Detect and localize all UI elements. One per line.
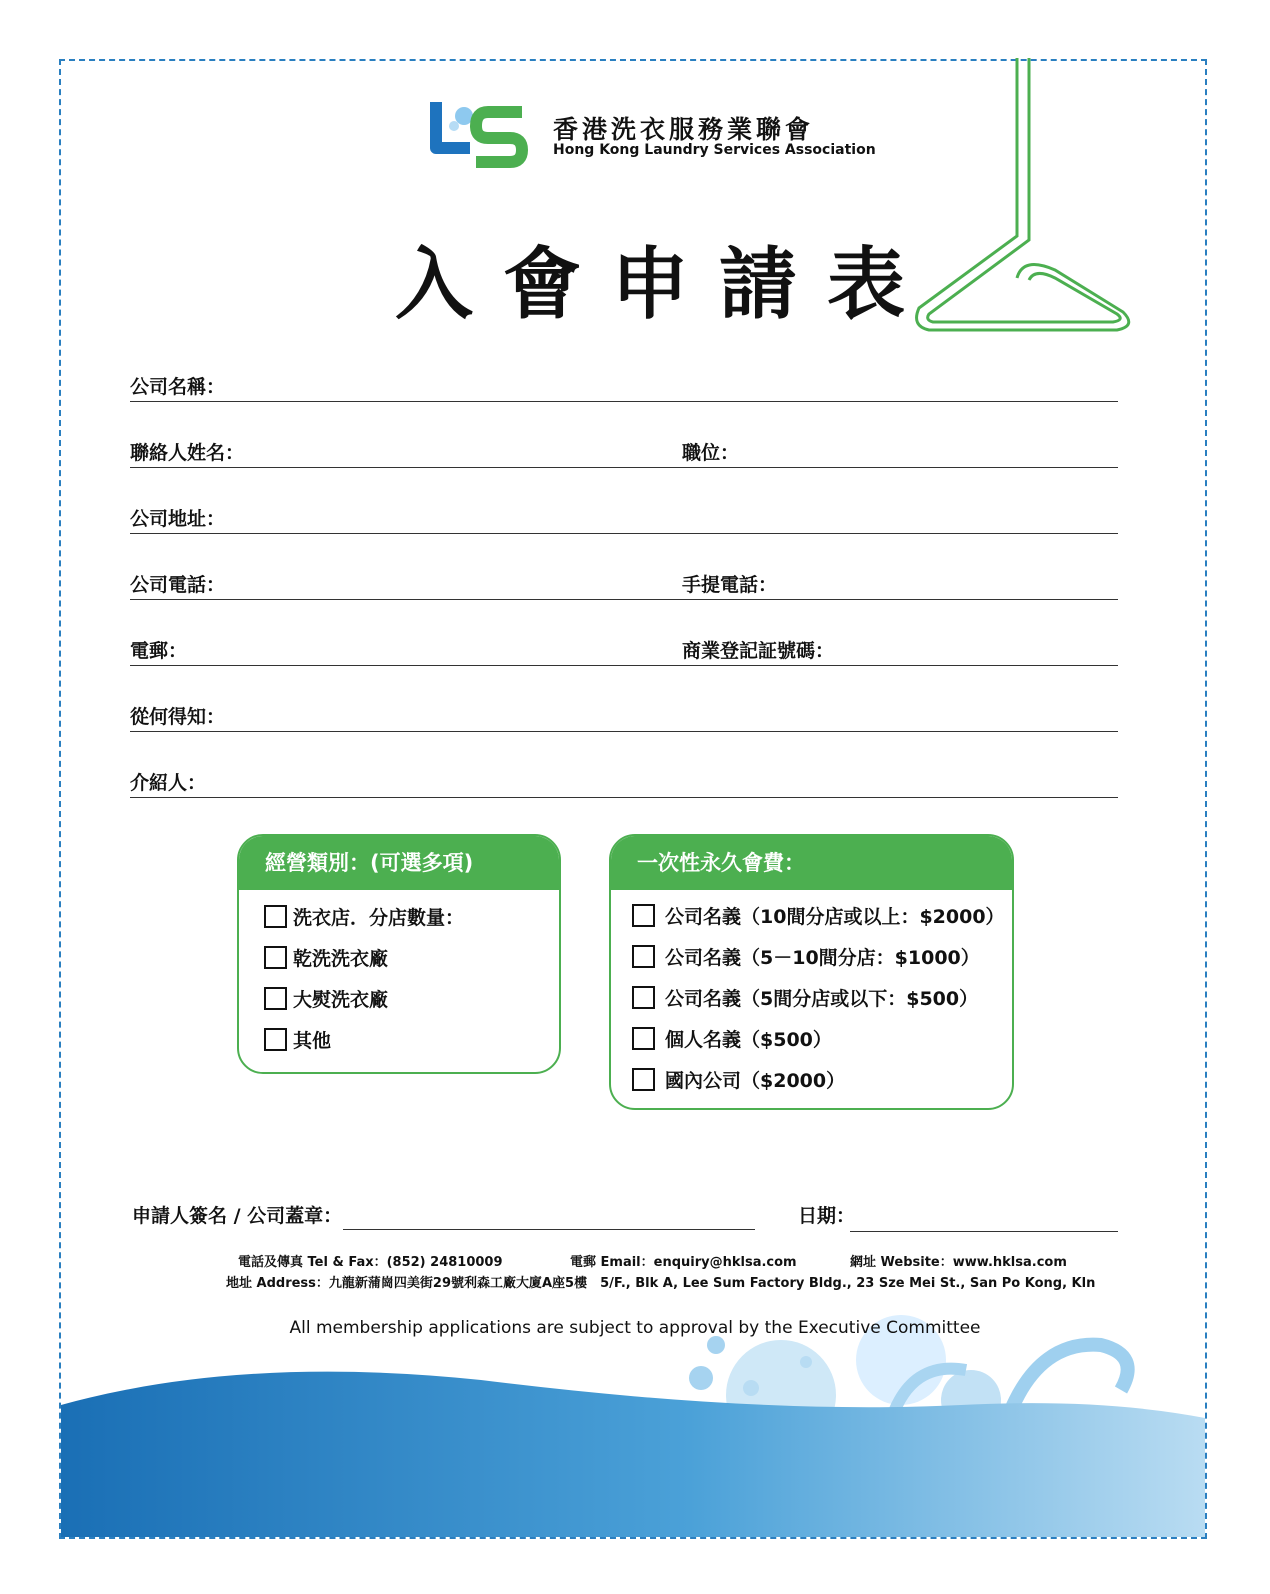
checkbox[interactable] bbox=[632, 1068, 655, 1091]
email-field[interactable] bbox=[130, 665, 1118, 666]
checkbox[interactable] bbox=[632, 986, 655, 1009]
form-title: 入會申請表 bbox=[395, 240, 936, 330]
checkbox[interactable] bbox=[632, 904, 655, 927]
checkbox[interactable] bbox=[264, 946, 287, 969]
footer-tel: 電話及傳真 Tel & Fax：(852) 24810009 bbox=[238, 1255, 503, 1270]
footer-email: 電郵 Email：enquiry@hklsa.com bbox=[570, 1255, 797, 1270]
fee-option[interactable]: 公司名義（5間分店或以下：$500） bbox=[632, 984, 978, 1011]
fee-option[interactable]: 個人名義（$500） bbox=[632, 1025, 832, 1052]
business-reg-label: 商業登記証號碼： bbox=[682, 640, 835, 662]
fee-heading: 一次性永久會費： bbox=[611, 836, 1012, 890]
date-label: 日期： bbox=[798, 1205, 856, 1227]
checkbox[interactable] bbox=[264, 987, 287, 1010]
company-phone-label: 公司電話： bbox=[130, 574, 226, 596]
referrer-field[interactable] bbox=[130, 797, 1118, 798]
referrer-label: 介紹人： bbox=[130, 772, 207, 794]
logo-icon bbox=[430, 96, 530, 168]
business-type-option[interactable]: 大熨洗衣廠 bbox=[264, 985, 388, 1012]
how-heard-field[interactable] bbox=[130, 731, 1118, 732]
company-name-label: 公司名稱： bbox=[130, 376, 226, 398]
company-address-label: 公司地址： bbox=[130, 508, 226, 530]
fee-option[interactable]: 公司名義（10間分店或以上：$2000） bbox=[632, 902, 1005, 929]
checkbox[interactable] bbox=[632, 945, 655, 968]
checkbox[interactable] bbox=[632, 1027, 655, 1050]
business-type-option[interactable]: 其他 bbox=[264, 1026, 331, 1053]
email-label: 電郵： bbox=[130, 640, 188, 662]
signature-label: 申請人簽名 / 公司蓋章： bbox=[132, 1205, 343, 1227]
fee-option[interactable]: 國內公司（$2000） bbox=[632, 1066, 845, 1093]
contact-name-label: 聯絡人姓名： bbox=[130, 442, 245, 464]
mobile-label: 手提電話： bbox=[682, 574, 778, 596]
date-field[interactable] bbox=[850, 1231, 1118, 1232]
company-name-field[interactable] bbox=[130, 401, 1118, 402]
business-type-heading: 經營類別：(可選多項) bbox=[239, 836, 559, 890]
hanger-icon bbox=[905, 58, 1140, 338]
how-heard-label: 從何得知： bbox=[130, 706, 226, 728]
contact-name-field[interactable] bbox=[130, 467, 1118, 468]
fee-option[interactable]: 公司名義（5－10間分店：$1000） bbox=[632, 943, 980, 970]
footer-address: 地址 Address：九龍新蒲崗四美街29號利森工廠大廈A座5樓 5/F., Blk A, Lee Sum Factory Bldg., 23 Sze Mei St., San Po Kong, Kln bbox=[226, 1276, 1096, 1291]
approval-note: All membership applications are subject to approval by the Executive Committee bbox=[289, 1318, 981, 1338]
checkbox[interactable] bbox=[264, 1028, 287, 1051]
signature-field[interactable] bbox=[343, 1229, 755, 1230]
footer-website: 網址 Website：www.hklsa.com bbox=[850, 1255, 1067, 1270]
company-phone-field[interactable] bbox=[130, 599, 1118, 600]
business-type-option[interactable]: 乾洗洗衣廠 bbox=[264, 944, 388, 971]
checkbox[interactable] bbox=[264, 905, 287, 928]
business-type-option[interactable]: 洗衣店．分店數量： bbox=[264, 903, 464, 930]
company-address-field[interactable] bbox=[130, 533, 1118, 534]
position-label: 職位： bbox=[682, 442, 740, 464]
org-name-cn: 香港洗衣服務業聯會 bbox=[553, 115, 815, 144]
org-name-en: Hong Kong Laundry Services Association bbox=[553, 142, 876, 158]
